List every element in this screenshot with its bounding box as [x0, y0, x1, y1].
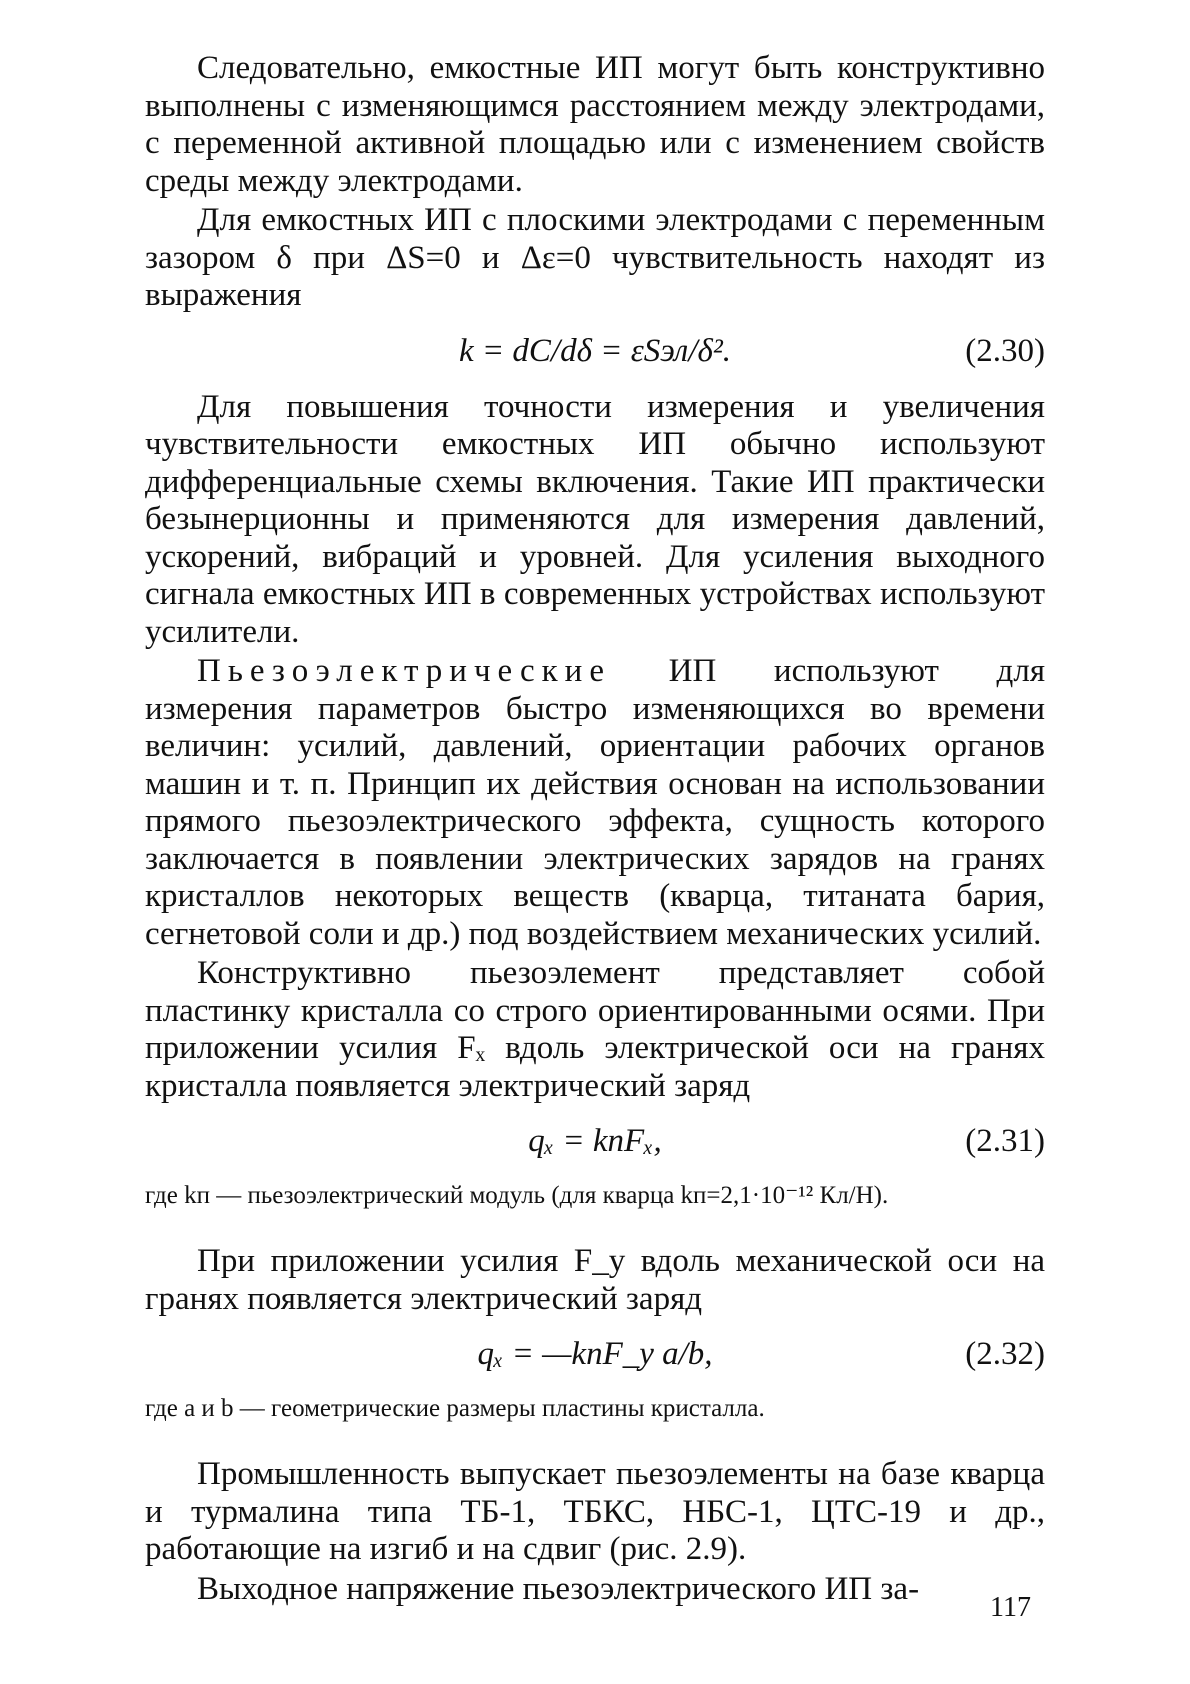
- formula-2-31-expression: qₓ = kпFₓ,: [528, 1123, 662, 1159]
- formula-2-30-number: (2.30): [965, 332, 1045, 369]
- formula-2-30-expression: k = dC/dδ = εSэл/δ².: [459, 332, 731, 369]
- formula-2-32: [145, 1334, 1045, 1374]
- paragraph-capacitive-designs: Следовательно, емкостные ИП могут быть конструктивно выполнены с изменяющимся расстоянием между электродами, с переменной активной площадью или с изменением свойств среды между электродами.: [145, 50, 1045, 199]
- formula-2-31-number: (2.31): [965, 1123, 1045, 1159]
- formula-2-30: [145, 331, 1045, 371]
- paragraph-mechanical-axis: При приложении усилия F_y вдоль механической оси на гранях появляется электрический заряд: [145, 1243, 1045, 1317]
- note-geometric-sizes: где a и b — геометрические размеры пластины кристалла.: [145, 1395, 765, 1422]
- formula-2-32-number: (2.32): [965, 1336, 1045, 1372]
- spacer: [145, 1426, 1045, 1456]
- paragraph-piezoelectric-text: ИП используют для измерения параметров быстро изменяющихся во времени величин: усилий, давлений, ориентации рабочих органов машин и т. п. Принцип их действия основан на использовании прямого пьезоэлектрического эффекта, сущность которого заключается в появлении электрических зарядов на гранях кристаллов некоторых веществ (кварца, титаната бария, сегнетовой соли и др.) под воздействием механических усилий.: [145, 653, 1045, 952]
- page-number: 117: [990, 1592, 1031, 1623]
- paragraph-piezo-construction: Конструктивно пьезоэлемент представляет собой пластинку кристалла со строго ориентированными осями. При приложении усилия Fₓ вдоль электрической оси на гранях кристалла появляется электрический заряд: [145, 955, 1045, 1104]
- formula-2-32-expression: qₓ = —kпF_y a/b,: [477, 1336, 713, 1372]
- paragraph-output-voltage: Выходное напряжение пьезоэлектрического ИП за-: [197, 1570, 920, 1607]
- paragraph-industry-elements: Промышленность выпускает пьезоэлементы на базе кварца и турмалина типа ТБ-1, ТБКС, НБС-1, ЦТС-19 и др., работающие на изгиб и на сдвиг (рис. 2.9).: [145, 1456, 1045, 1567]
- term-piezoelectric: Пьезоэлектрические: [197, 653, 611, 689]
- page-body: [145, 50, 1045, 1608]
- paragraph-piezoelectric: [145, 653, 1045, 953]
- paragraph-differential-schemes: Для повышения точности измерения и увеличения чувствительности емкостных ИП обычно используют дифференциальные схемы включения. Такие ИП практически безынерционны и применяются для измерения давлений, ускорений, вибраций и уровней. Для усиления выходного сигнала емкостных ИП в современных устройствах используют усилители.: [145, 388, 1045, 650]
- paragraph-sensitivity-intro: Для емкостных ИП с плоскими электродами с переменным зазором δ при ΔS=0 и Δε=0 чувствительность находят из выражения: [145, 202, 1045, 313]
- note-piezo-modulus: где kп — пьезоэлектрический модуль (для кварца kп=2,1·10⁻¹² Кл/Н).: [145, 1182, 889, 1209]
- formula-2-31: [145, 1121, 1045, 1161]
- spacer: [145, 1213, 1045, 1243]
